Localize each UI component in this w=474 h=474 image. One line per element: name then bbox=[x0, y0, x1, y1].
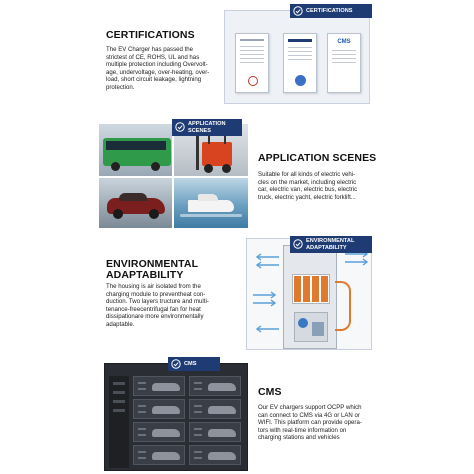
charging-cable bbox=[335, 281, 351, 331]
cms-sidebar bbox=[109, 376, 129, 468]
badge-label: ENVIRONMENTAL ADAPTABILITY bbox=[306, 238, 355, 251]
application-badge bbox=[172, 119, 242, 136]
cms-vehicle-card bbox=[133, 422, 185, 442]
cms-vehicle-card bbox=[189, 422, 241, 442]
desc-line: adaptable. bbox=[106, 320, 135, 328]
car-icon bbox=[152, 429, 180, 437]
desc-line: dissipationare more environmentally bbox=[106, 313, 204, 321]
certifications-description bbox=[106, 46, 209, 92]
desc-line: multiple protection including Overvolt- bbox=[106, 61, 208, 69]
electric-yacht-photo bbox=[174, 178, 248, 228]
cms-badge bbox=[168, 357, 220, 371]
certifications-badge bbox=[290, 4, 372, 18]
cms-vehicle-card bbox=[189, 399, 241, 419]
certificate-document bbox=[235, 33, 269, 93]
desc-line: strictest of CE, ROHS, UL and has bbox=[106, 53, 200, 61]
desc-line: Suitable for all kinds of electric vehi- bbox=[258, 171, 356, 178]
desc-line: charging module to preventheat con- bbox=[106, 290, 206, 298]
cert-logo: CMS bbox=[337, 39, 351, 45]
application-description bbox=[258, 171, 357, 201]
desc-line: age, undervoltage, over-heating, over- bbox=[106, 68, 210, 76]
charger-cabinet bbox=[283, 245, 337, 349]
cms-vehicle-card bbox=[189, 376, 241, 396]
desc-line: The EV Charger has passed the bbox=[106, 46, 194, 53]
environmental-description bbox=[106, 283, 209, 329]
shield-check-icon bbox=[175, 122, 185, 132]
cms-vehicle-card bbox=[189, 445, 241, 465]
application-title: APPLICATION SCENES bbox=[258, 152, 377, 164]
desc-line: The housing is air isolated from the bbox=[106, 283, 201, 290]
environmental-title: ENVIRONMENTAL ADAPTABILITY bbox=[106, 258, 199, 281]
desc-line: Our EV chargers support OCPP which bbox=[258, 404, 362, 411]
badge-label: APPLICATION SCENES bbox=[188, 121, 226, 134]
shield-check-icon bbox=[171, 359, 181, 369]
environmental-badge bbox=[290, 236, 372, 253]
cms-description bbox=[258, 404, 362, 442]
desc-line: truck, electric yacht, electric forklift... bbox=[258, 193, 356, 201]
cms-vehicle-card bbox=[133, 376, 185, 396]
desc-line: protection. bbox=[106, 83, 135, 91]
desc-line: cles on the market, including electric bbox=[258, 178, 357, 186]
desc-line: car, electric van, electric bus, electric bbox=[258, 186, 358, 194]
cms-dashboard-image bbox=[104, 360, 248, 471]
cms-title: CMS bbox=[258, 386, 282, 398]
badge-label: CMS bbox=[184, 360, 197, 367]
car-icon bbox=[152, 383, 180, 391]
car-icon bbox=[208, 406, 236, 414]
desc-line: can connect to CMS via 4G or LAN or bbox=[258, 411, 360, 419]
certifications-title: CERTIFICATIONS bbox=[106, 29, 195, 41]
car-icon bbox=[208, 383, 236, 391]
desc-line: duction. Two layers tructure and multi- bbox=[106, 298, 209, 306]
desc-line: WIFI. This platform can provide opera- bbox=[258, 419, 362, 427]
electric-car-photo bbox=[99, 178, 172, 228]
shield-check-icon bbox=[293, 6, 303, 16]
certificates-image bbox=[224, 7, 370, 104]
charger-internal-image bbox=[246, 238, 372, 350]
certificate-document bbox=[283, 33, 317, 93]
car-icon bbox=[208, 429, 236, 437]
car-icon bbox=[208, 452, 236, 460]
cms-vehicle-grid bbox=[133, 376, 243, 468]
badge-label: CERTIFICATIONS bbox=[306, 7, 353, 14]
electric-bus-photo bbox=[99, 124, 172, 176]
certificate-document bbox=[327, 33, 361, 93]
cms-vehicle-card bbox=[133, 399, 185, 419]
shield-check-icon bbox=[293, 239, 303, 249]
desc-line: tenance-freecentrifugal fan for heat bbox=[106, 305, 201, 313]
car-icon bbox=[152, 452, 180, 460]
desc-line: load, short circuit leakage, lightning bbox=[106, 76, 202, 84]
desc-line: tors with real-time information on bbox=[258, 426, 347, 434]
car-icon bbox=[152, 406, 180, 414]
desc-line: charging stations and vehicles bbox=[258, 434, 340, 442]
cms-vehicle-card bbox=[133, 445, 185, 465]
airflow-arrows-icon bbox=[251, 253, 281, 343]
